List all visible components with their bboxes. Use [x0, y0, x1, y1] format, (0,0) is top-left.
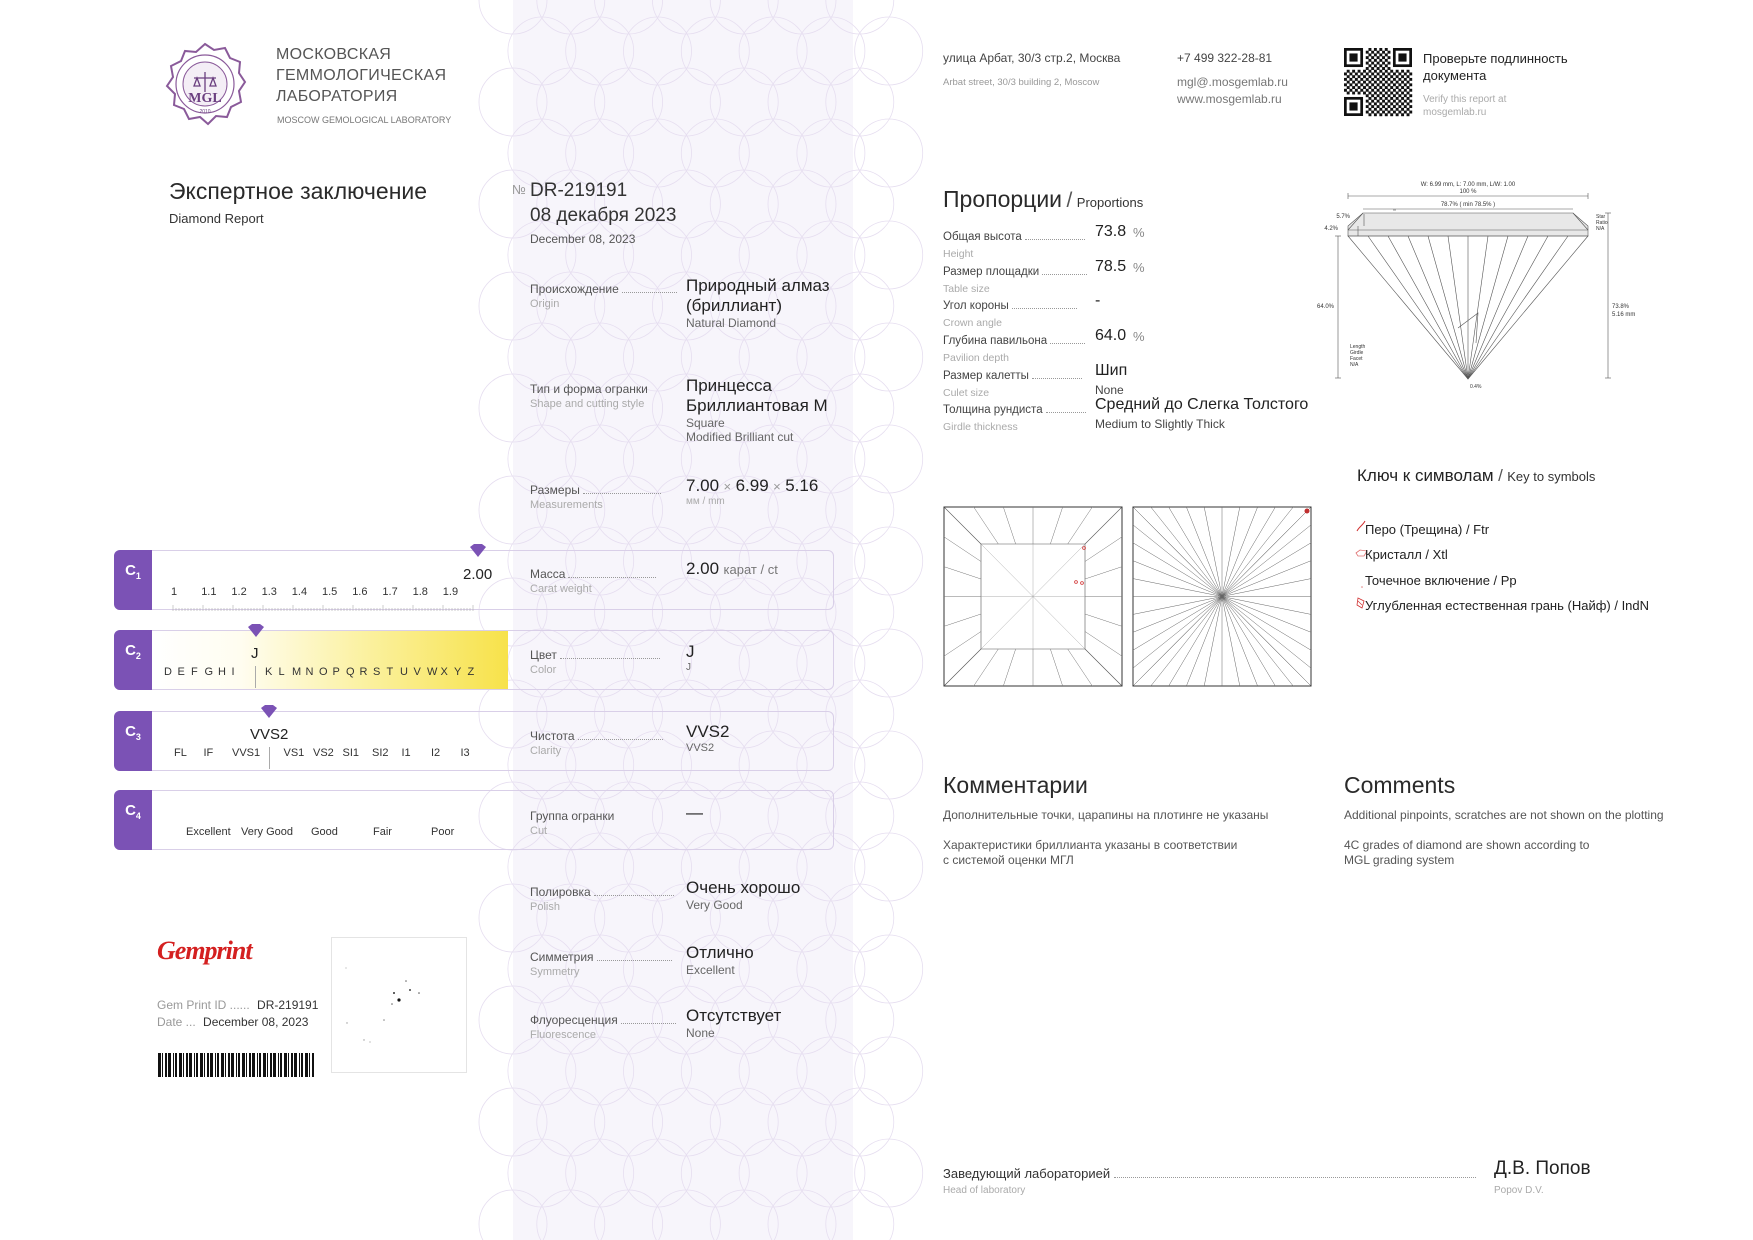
- svg-text:2010: 2010: [199, 109, 211, 115]
- scale-tick: 1: [171, 586, 178, 598]
- scale-tick: S: [373, 666, 381, 678]
- origin-value: Природный алмаз (бриллиант) Natural Diamond: [686, 276, 830, 330]
- shape-label: Тип и форма огранки Shape and cutting style: [530, 382, 648, 410]
- clarity-marker-label: VVS2: [250, 726, 289, 743]
- svg-text:Ratio: Ratio: [1596, 220, 1608, 226]
- website-link[interactable]: www.mosgemlab.ru: [1177, 92, 1282, 106]
- mgl-seal-logo: [164, 42, 246, 134]
- svg-text:73.8%: 73.8%: [1612, 304, 1630, 310]
- scale-tick: SI2: [372, 747, 389, 759]
- scale-tick: E: [177, 666, 185, 678]
- comments-title-en: Comments: [1344, 772, 1456, 798]
- comments-title-ru: Комментарии: [943, 772, 1088, 798]
- scale-tick: V: [413, 666, 421, 678]
- color-scale: [114, 630, 834, 690]
- scale-tick: VVS1: [232, 747, 261, 759]
- scale-tick: H: [218, 666, 226, 678]
- polish-value: Очень хорошо Very Good: [686, 878, 801, 912]
- logo-subtitle: MOSCOW GEMOLOGICAL LABORATORY: [277, 115, 452, 125]
- scale-tick: I1: [401, 747, 411, 759]
- comment-ru-2: Характеристики бриллианта указаны в соответствии с системой оценки МГЛ: [943, 838, 1238, 867]
- fluorescence-value: Отсутствует None: [686, 1006, 782, 1040]
- scale-tick: SI1: [342, 747, 360, 759]
- scale-tick: Y: [454, 666, 462, 678]
- color-marker: [246, 624, 266, 643]
- scale-tick: F: [191, 666, 198, 678]
- svg-text:64.0%: 64.0%: [1316, 304, 1334, 310]
- proportion-row: Размер калетты Шип Culet size None: [943, 362, 1128, 399]
- mass-value: 2.00 карат / ct: [686, 559, 778, 578]
- key-item-pinpoint: Точечное включение / Pp: [1365, 573, 1517, 588]
- signature-name-en: Popov D.V.: [1494, 1185, 1544, 1196]
- fluorescence-label: Флуоресценция Fluorescence: [530, 1011, 676, 1041]
- polish-label: Полировка Polish: [530, 883, 674, 913]
- color-divider: [255, 666, 256, 688]
- pinpoint-icon: [1360, 576, 1364, 594]
- mass-label: Масса Carat weight: [530, 565, 656, 595]
- svg-text:4.2%: 4.2%: [1324, 226, 1338, 232]
- scale-tick: VS1: [283, 747, 305, 759]
- report-date: 08 декабря 2023: [530, 205, 677, 226]
- report-number: DR-219191: [530, 180, 628, 201]
- signature-label-en: Head of laboratory: [943, 1185, 1026, 1196]
- address-ru: улица Арбат, 30/3 стр.2, Москва: [943, 51, 1121, 65]
- qr-code[interactable]: [1344, 48, 1412, 116]
- profile-diagram: [1308, 178, 1636, 398]
- scale-tick: D: [164, 666, 172, 678]
- scale-tick: P: [332, 666, 340, 678]
- logo-title: МОСКОВСКАЯ ГЕММОЛОГИЧЕСКАЯ ЛАБОРАТОРИЯ: [276, 46, 447, 105]
- svg-text:5.16 mm: 5.16 mm: [1612, 312, 1636, 318]
- clarity-marker: [259, 705, 279, 724]
- scale-tick: I3: [460, 747, 470, 759]
- comment-en-1: Additional pinpoints, scratches are not shown on the plotting: [1344, 808, 1664, 822]
- cut-scale-tab: $C_4$: [114, 790, 152, 850]
- verify-text: Проверьте подлинность документа: [1423, 51, 1568, 83]
- comment-en-2: 4C grades of diamond are shown according to MGL grading system: [1344, 838, 1590, 867]
- key-item-feather: Перо (Трещина) / Ftr: [1365, 522, 1490, 537]
- scale-tick: W: [427, 666, 438, 678]
- verify-text-en: Verify this report at mosgemlab.ru: [1423, 94, 1507, 118]
- proportion-row: Размер площадки 78.5 % Table size: [943, 258, 1145, 295]
- gemprint-logo: Gemprint: [157, 936, 252, 965]
- scale-tick: 1.2: [231, 586, 247, 598]
- color-label: Цвет Color: [530, 646, 660, 676]
- scale-tick: M: [292, 666, 302, 678]
- scale-tick: Poor: [431, 826, 455, 838]
- scale-tick: 1.5: [322, 586, 338, 598]
- svg-text:100 %: 100 %: [1459, 189, 1477, 195]
- color-scale-tab: $C_2$: [114, 630, 152, 690]
- scale-tick: G: [204, 666, 214, 678]
- scale-tick: FL: [174, 747, 187, 759]
- svg-text:78.7% ( min 78.5% ): 78.7% ( min 78.5% ): [1440, 202, 1496, 208]
- symmetry-value: Отлично Excellent: [686, 943, 754, 977]
- report-title-en: Diamond Report: [169, 211, 264, 226]
- scale-tick: K: [265, 666, 273, 678]
- measurements-value: 7.00 × 6.99 × 5.16 мм / mm: [686, 476, 819, 507]
- scale-tick: 1.1: [201, 586, 217, 598]
- gemprint-date: Date ... December 08, 2023: [157, 1015, 309, 1029]
- proportion-row: Угол короны - Crown angle: [943, 292, 1101, 329]
- key-item-indented-natural: Углубленная естественная грань (Найф) / IndN: [1365, 598, 1650, 613]
- number-prefix: №: [512, 182, 526, 197]
- symmetry-label: Симметрия Symmetry: [530, 948, 672, 978]
- svg-text:N/A: N/A: [1350, 362, 1359, 368]
- svg-text:W: 6.99 mm, L: 7.00 mm, L/W: 1: W: 6.99 mm, L: 7.00 mm, L/W: 1.00: [1420, 182, 1516, 188]
- report-date-en: December 08, 2023: [530, 232, 636, 246]
- measurements-label: Размеры Measurements: [530, 481, 661, 511]
- email-link[interactable]: mgl@.mosgemlab.ru: [1177, 75, 1288, 89]
- svg-text:Star: Star: [1596, 214, 1606, 220]
- cut-scale: [114, 790, 834, 850]
- address-en: Arbat street, 30/3 building 2, Moscow: [943, 77, 1100, 88]
- carat-scale-tab: $C_1$: [114, 550, 152, 610]
- scale-tick: Very Good: [241, 826, 293, 838]
- scale-tick: R: [359, 666, 368, 678]
- svg-text:Facet: Facet: [1350, 356, 1363, 362]
- scale-tick: 1.3: [261, 586, 277, 598]
- proportion-row: Толщина рундиста Средний до Слегка Толстого Girdle thickness Medium to Slightly Thick: [943, 396, 1309, 433]
- svg-text:Length: Length: [1350, 344, 1366, 350]
- clarity-scale-tab: $C_3$: [114, 711, 152, 771]
- plot-pavilion-view: [1132, 506, 1312, 687]
- clarity-label: Чистота Clarity: [530, 727, 663, 757]
- key-title: Ключ к символам / Key to symbols: [1357, 466, 1596, 485]
- scale-tick: 1.7: [382, 586, 398, 598]
- scale-tick: 1.8: [412, 586, 428, 598]
- barcode: [158, 1053, 316, 1082]
- scale-tick: X: [440, 666, 448, 678]
- scale-tick: 1.6: [352, 586, 368, 598]
- cut-label: Группа огранки Cut: [530, 809, 615, 837]
- svg-text:5.7%: 5.7%: [1336, 214, 1350, 220]
- proportions-title: Пропорции / Proportions: [943, 186, 1144, 212]
- scale-tick: N: [305, 666, 314, 678]
- svg-text:0.4%: 0.4%: [1470, 384, 1482, 390]
- color-value: J J: [686, 642, 695, 673]
- plot-crown-view: [943, 506, 1123, 687]
- proportion-row: Глубина павильона 64.0 % Pavilion depth: [943, 327, 1145, 364]
- scale-tick: 1.4: [291, 586, 308, 598]
- clarity-divider: [269, 747, 270, 769]
- key-item-crystal: Кристалл / Xtl: [1365, 547, 1448, 562]
- phone: +7 499 322-28-81: [1177, 51, 1273, 65]
- scale-tick: 1.9: [442, 586, 459, 598]
- color-marker-label: J: [251, 645, 259, 662]
- scale-tick: I: [231, 666, 235, 678]
- gemprint-image: [331, 937, 467, 1073]
- scale-tick: L: [278, 666, 285, 678]
- carat-marker-label: 2.00: [463, 566, 493, 583]
- svg-text:MGL: MGL: [188, 91, 222, 106]
- signature-name: Д.В. Попов: [1494, 1158, 1591, 1179]
- signature-label: Заведующий лабораторией: [943, 1166, 1476, 1181]
- proportion-row: Общая высота 73.8 % Height: [943, 223, 1145, 260]
- scale-tick: I2: [431, 747, 441, 759]
- scale-tick: Excellent: [186, 826, 231, 838]
- scale-tick: O: [319, 666, 328, 678]
- cut-value: —: [686, 803, 703, 822]
- origin-label: Происхождение Origin: [530, 280, 677, 310]
- scale-tick: Fair: [373, 826, 392, 838]
- scale-tick: VS2: [313, 747, 334, 759]
- svg-text:N/A: N/A: [1596, 226, 1605, 232]
- scale-tick: Z: [467, 666, 475, 678]
- scale-tick: Good: [311, 826, 338, 838]
- scale-tick: Q: [346, 666, 355, 678]
- comment-ru-1: Дополнительные точки, царапины на плотинге не указаны: [943, 808, 1269, 822]
- shape-value: Принцесса Бриллиантовая М Square Modified Brilliant cut: [686, 376, 828, 444]
- report-title: Экспертное заключение: [169, 178, 428, 204]
- color-gradient: [152, 631, 508, 689]
- scale-tick: T: [386, 666, 394, 678]
- scale-tick: IF: [203, 747, 214, 759]
- clarity-value: VVS2 VVS2: [686, 722, 730, 754]
- scale-tick: U: [400, 666, 408, 678]
- carat-marker: [468, 544, 488, 563]
- gemprint-id: Gem Print ID ...... DR-219191: [157, 998, 319, 1012]
- svg-text:Girdle: Girdle: [1350, 350, 1364, 356]
